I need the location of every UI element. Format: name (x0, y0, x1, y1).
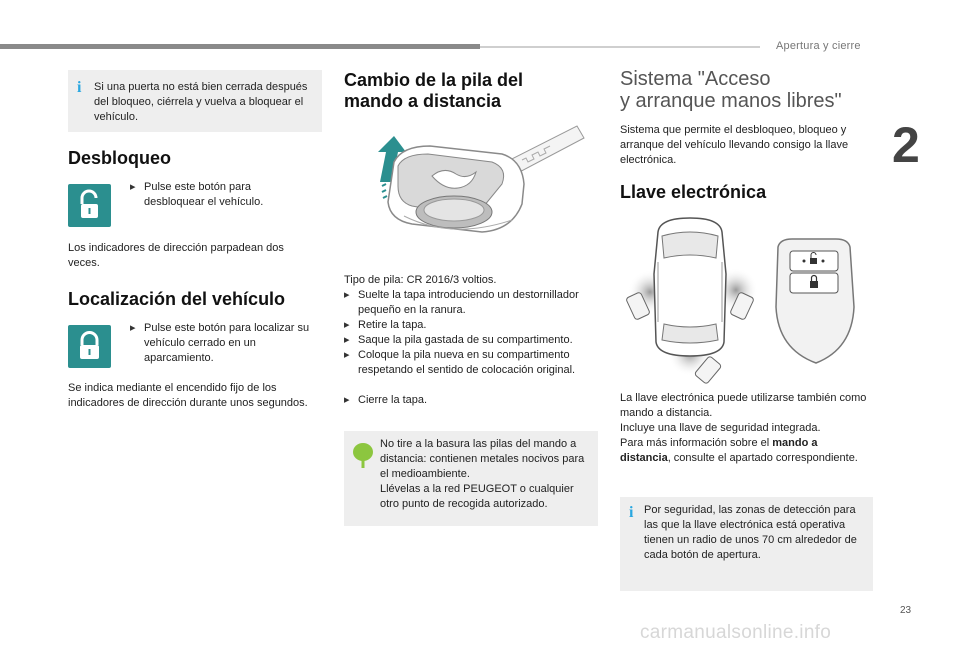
sistema-title-line1: Sistema "Acceso (620, 68, 771, 90)
pila-title-line2: mando a distancia (344, 91, 502, 111)
llave-p3 (620, 436, 870, 466)
pila-step-4: Coloque la pila nueva en su compartimento respetando el sentido de colocación original. (358, 349, 576, 376)
section-title: Apertura y cierre (776, 40, 861, 52)
bullet-marker: ▸ (344, 289, 350, 301)
llave-p3-start: Para más información sobre el (620, 437, 773, 449)
localizacion-paragraph: Se indica mediante el encendido fijo de los indicadores de dirección durante unos segundos. (68, 382, 308, 409)
llave-p1: La llave electrónica puede utilizarse también como mando a distancia. (620, 392, 867, 419)
bullet-marker: ▸ (130, 322, 136, 334)
eco-note-p1: No tire a la basura las pilas del mando a distancia: contienen metales nocivos para el medioambiente. (380, 438, 585, 480)
sistema-intro: Sistema que permite el desbloqueo, bloqueo y arranque del vehículo llevando consigo la llave electrónica. (620, 124, 849, 166)
llave-title: Llave electrónica (620, 182, 767, 202)
sistema-title-line2: y arranque manos libres" (620, 90, 842, 112)
info-note-text: Si una puerta no está bien cerrada después del bloqueo, ciérrela y vuelva a bloquear el vehículo. (94, 81, 308, 123)
page-number: 23 (900, 605, 912, 616)
desbloqueo-paragraph: Los indicadores de dirección parpadean dos veces. (68, 242, 284, 269)
pila-title-line1: Cambio de la pila del (344, 70, 524, 90)
desbloqueo-bullet: Pulse este botón para desbloquear el vehículo. (144, 181, 264, 208)
info-note-detection-text: Por seguridad, las zonas de detección para las que la llave electrónica está operativa tienen un radio de unos 70 cm alrededor de cada botón de apertura. (644, 504, 857, 561)
info-note-door (68, 70, 322, 132)
recycle-leaf-icon (352, 441, 374, 469)
llave-p3-end: , consulte el apartado correspondiente. (667, 452, 858, 464)
info-icon: i (629, 504, 634, 521)
localizacion-bullet: Pulse este botón para localizar su vehículo cerrado en un aparcamiento. (144, 322, 310, 364)
watermark: carmanualsonline.info (640, 622, 832, 643)
llave-p2: Incluye una llave de seguridad integrada. (620, 422, 821, 434)
pila-step-5: Cierre la tapa. (358, 394, 428, 406)
pila-intro: Tipo de pila: CR 2016/3 voltios. (344, 274, 497, 286)
lock-icon (68, 325, 111, 368)
eco-note (344, 431, 598, 526)
bullet-marker: ▸ (344, 349, 350, 361)
header-rule-dark (0, 44, 480, 49)
header-rule-light (480, 46, 760, 48)
unlock-icon (68, 184, 111, 227)
bullet-marker: ▸ (344, 319, 350, 331)
bullet-marker: ▸ (344, 394, 350, 406)
pila-step-1: Suelte la tapa introduciendo un destornillador pequeño en la ranura. (358, 289, 579, 316)
info-icon: i (77, 79, 82, 96)
chapter-number: 2 (892, 117, 920, 173)
llave-p3-bold: mando a distancia (620, 437, 818, 464)
pila-step-3: Saque la pila gastada de su compartimento. (358, 334, 573, 346)
localizacion-title: Localización del vehículo (68, 289, 286, 309)
info-note-detection (620, 497, 873, 591)
desbloqueo-title: Desbloqueo (68, 148, 172, 168)
bullet-marker: ▸ (344, 334, 350, 346)
eco-note-p2: Llévelas a la red PEUGEOT o cualquier otro punto de recogida autorizado. (380, 483, 574, 510)
car-detection-zones-illustration (624, 214, 764, 386)
key-fob-illustration (372, 124, 592, 244)
pila-step-2: Retire la tapa. (358, 319, 427, 331)
electronic-key-illustration (772, 237, 856, 365)
bullet-marker: ▸ (130, 181, 136, 193)
